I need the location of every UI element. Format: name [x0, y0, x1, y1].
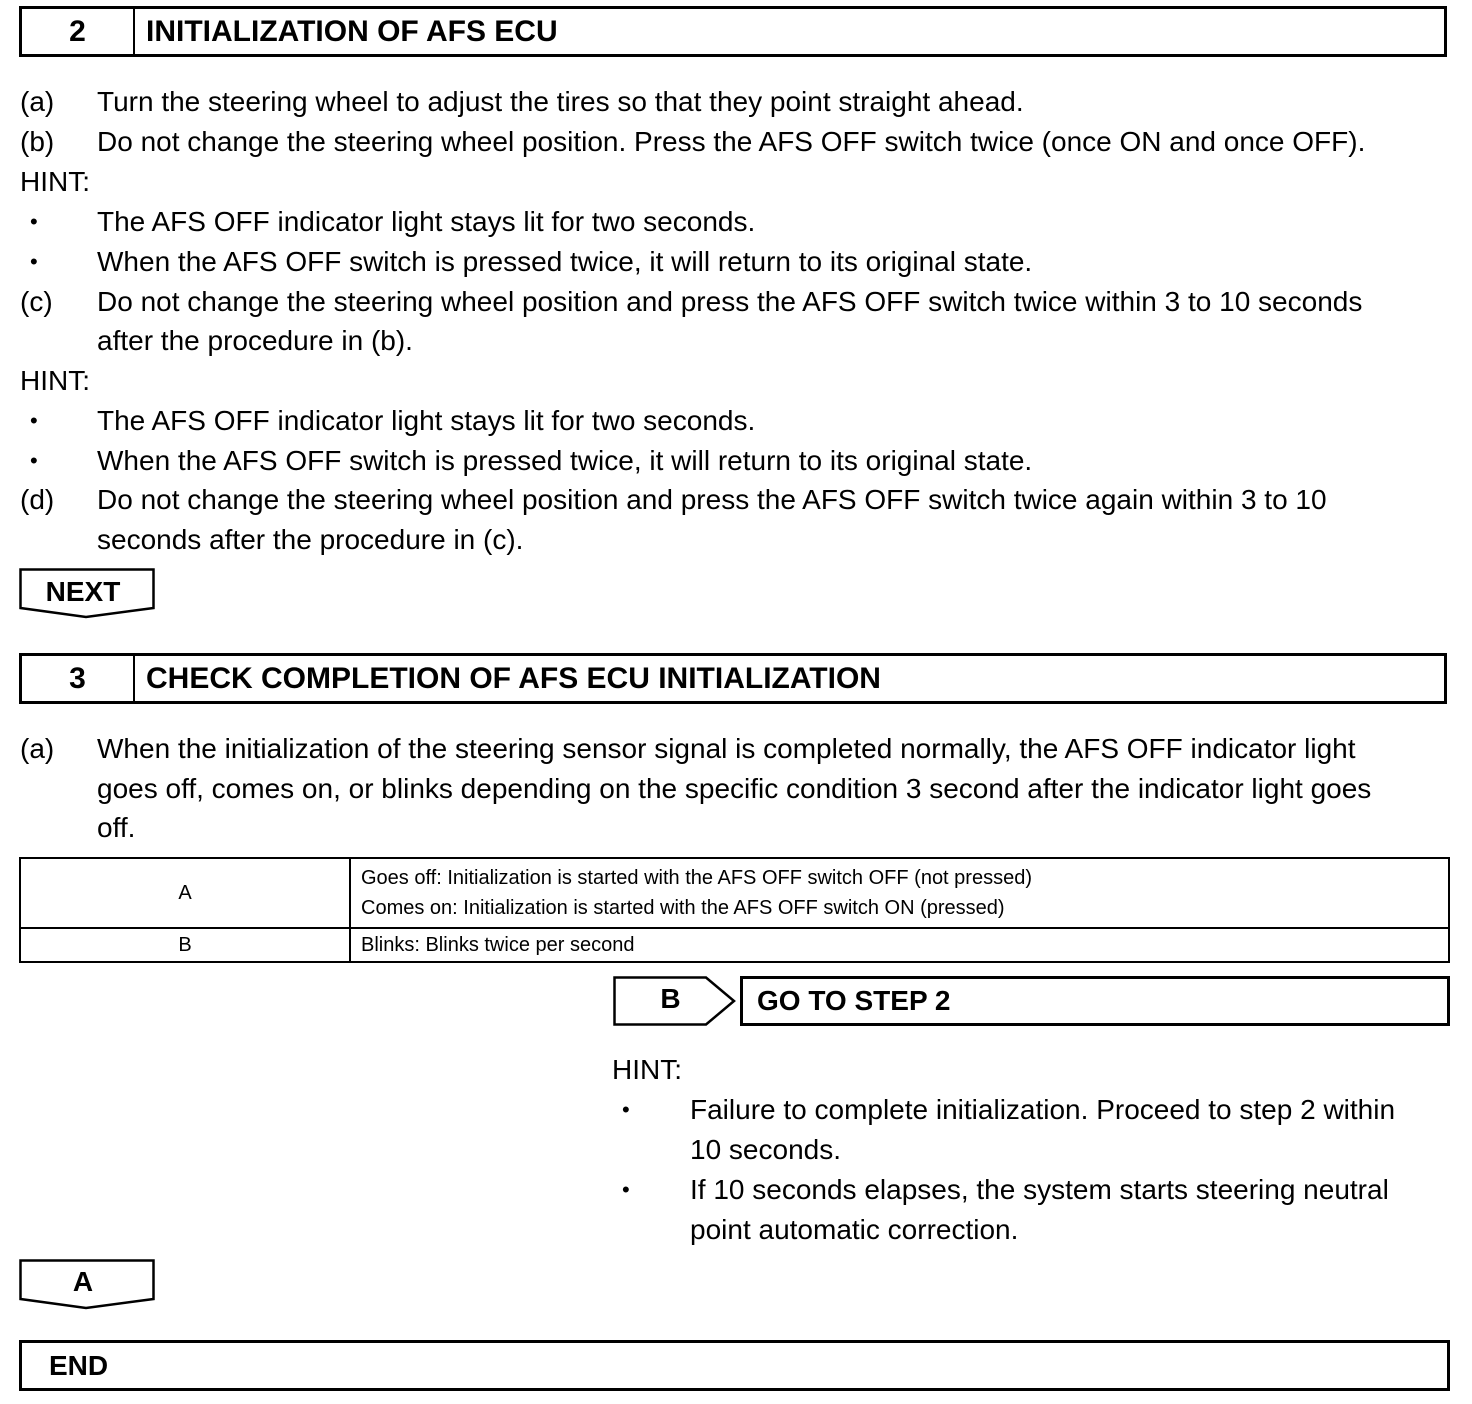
bullet-icon: •: [30, 209, 38, 234]
step-number: 3: [22, 656, 135, 701]
bullet-icon: •: [622, 1177, 630, 1202]
item-text: off.: [97, 812, 136, 843]
hint-label: HINT:: [612, 1054, 682, 1085]
result-cell: A: [20, 858, 350, 928]
hint-text: point automatic correction.: [690, 1214, 1019, 1245]
item-label: (a): [20, 86, 55, 117]
item-text: Do not change the steering wheel position and press the AFS OFF switch twice again within 3 to 10: [97, 484, 1327, 515]
go-to-step-text: GO TO STEP 2: [757, 985, 951, 1016]
item-label: (d): [20, 484, 55, 515]
hint-text: The AFS OFF indicator light stays lit for two seconds.: [97, 405, 756, 436]
condition-cell: [350, 928, 1449, 962]
table-row: [20, 858, 1449, 928]
branch-b-action: [740, 976, 1450, 1026]
step-number: 2: [22, 9, 135, 54]
hint-label: HINT:: [20, 365, 90, 396]
table-row: [20, 928, 1449, 962]
item-text: after the procedure in (b).: [97, 325, 413, 356]
end-label: END: [49, 1350, 109, 1381]
hint-text: If 10 seconds elapses, the system starts steering neutral: [690, 1174, 1389, 1205]
hint-text: When the AFS OFF switch is pressed twice, it will return to its original state.: [97, 246, 1033, 277]
bullet-icon: •: [30, 249, 38, 274]
item-label: (c): [20, 286, 53, 317]
branch-a-label: A: [72, 1266, 94, 1297]
hint-text: The AFS OFF indicator light stays lit for two seconds.: [97, 206, 756, 237]
branch-b-label: B: [660, 983, 681, 1014]
step-2-header: [19, 6, 1447, 57]
item-label: (b): [20, 126, 55, 157]
bullet-icon: •: [30, 408, 38, 433]
step-3-header: [19, 653, 1447, 704]
condition-line: Comes on: Initialization is started with the AFS OFF switch ON (pressed): [361, 897, 1005, 919]
result-cell: B: [20, 928, 350, 962]
item-label: (a): [20, 733, 55, 764]
hint-text: When the AFS OFF switch is pressed twice, it will return to its original state.: [97, 445, 1033, 476]
condition-line: Goes off: Initialization is started with the AFS OFF switch OFF (not pressed): [361, 867, 1032, 889]
hint-label: HINT:: [20, 166, 90, 197]
bullet-icon: •: [622, 1097, 630, 1122]
condition-cell: [350, 858, 1449, 928]
condition-line: Blinks: Blinks twice per second: [361, 933, 635, 956]
hint-text: 10 seconds.: [690, 1134, 841, 1165]
step-title: INITIALIZATION OF AFS ECU: [146, 15, 558, 48]
result-table: [19, 857, 1450, 963]
item-text: goes off, comes on, or blinks depending on the specific condition 3 second after the indicator light goes: [97, 773, 1372, 804]
item-text: Do not change the steering wheel position and press the AFS OFF switch twice within 3 to 10 seconds: [97, 286, 1363, 317]
item-text: seconds after the procedure in (c).: [97, 524, 524, 555]
item-text: When the initialization of the steering sensor signal is completed normally, the AFS OFF indicator light: [97, 733, 1356, 764]
item-text: Do not change the steering wheel position. Press the AFS OFF switch twice (once ON and once OFF).: [97, 126, 1366, 157]
item-text: Turn the steering wheel to adjust the tires so that they point straight ahead.: [97, 86, 1024, 117]
end-box: [19, 1340, 1450, 1391]
bullet-icon: •: [30, 448, 38, 473]
next-label: NEXT: [45, 576, 121, 607]
step-title: CHECK COMPLETION OF AFS ECU INITIALIZATION: [146, 662, 881, 695]
hint-text: Failure to complete initialization. Proceed to step 2 within: [690, 1094, 1396, 1125]
